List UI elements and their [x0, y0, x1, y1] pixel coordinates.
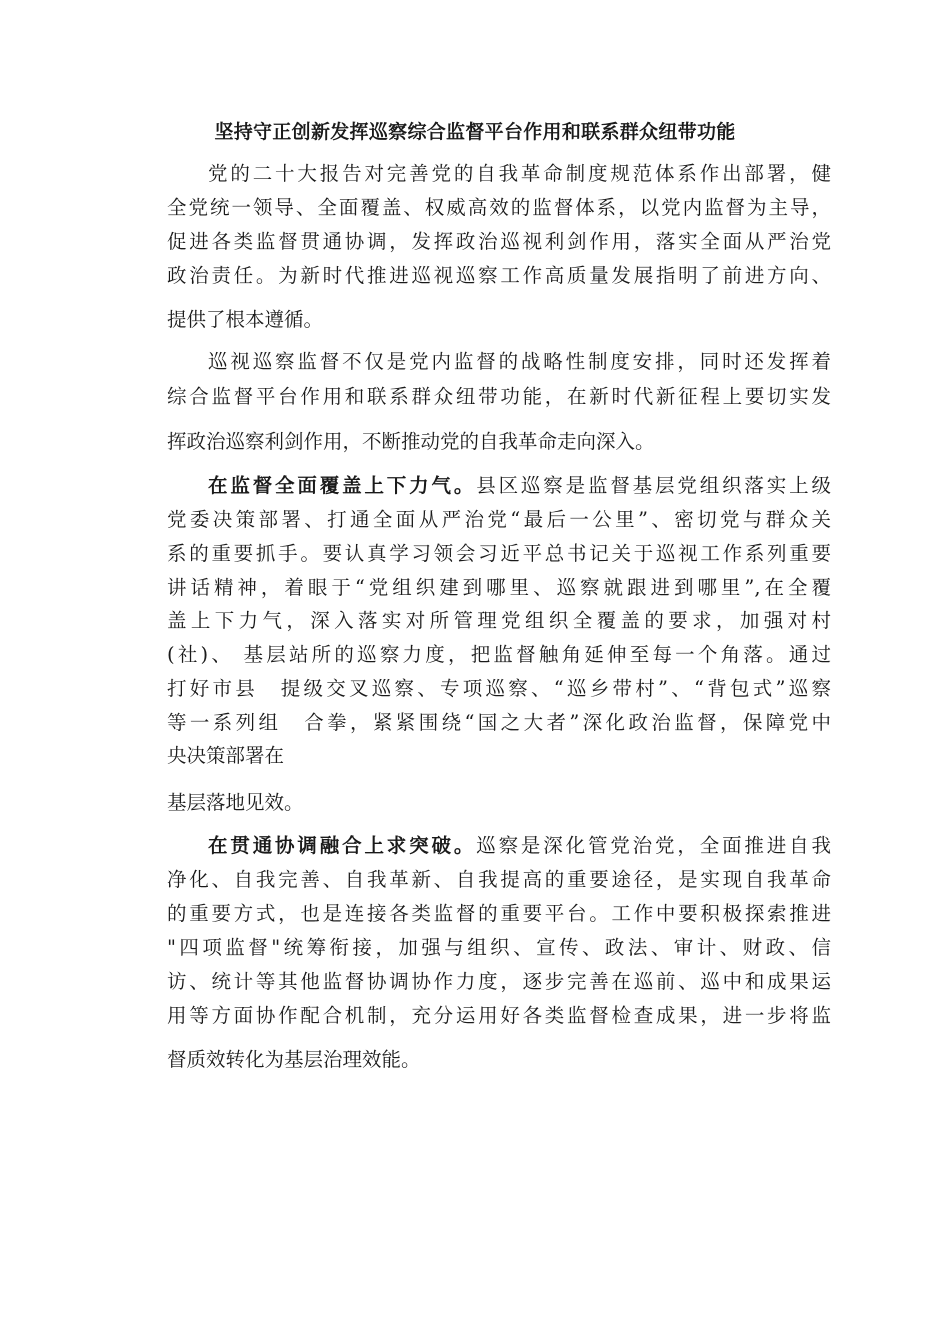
- paragraph-3-line: 央决策部署在: [167, 744, 285, 767]
- paragraph-3-first-rest: 县区巡察是监督基层党组织落实上级: [476, 474, 831, 497]
- paragraph-2-line: 综合监督平台作用和联系群众纽带功能，在新时代新征程上要切实发: [167, 385, 831, 408]
- paragraph-4-lead: 在贯通协调融合上求突破。: [208, 834, 477, 857]
- paragraph-4-first-rest: 巡察是深化管党治党，全面推进自我: [476, 834, 831, 857]
- paragraph-4-first-line: [167, 832, 831, 860]
- paragraph-4-line: 的重要方式，也是连接各类监督的重要平台。工作中要积极探索推进: [167, 902, 831, 925]
- paragraph-2-line: 巡视巡察监督不仅是党内监督的战略性制度安排，同时还发挥着: [208, 350, 831, 373]
- paragraph-4-line: 督质效转化为基层治理效能。: [167, 1048, 421, 1071]
- paragraph-1-line: 全党统一领导、全面覆盖、权威高效的监督体系，以党内监督为主导，: [167, 196, 831, 219]
- paragraph-2-line: 挥政治巡察利剑作用，不断推动党的自我革命走向深入。: [167, 430, 655, 453]
- paragraph-3-lead: 在监督全面覆盖上下力气。: [208, 474, 477, 497]
- paragraph-3-line: 打好市县 提级交叉巡察、专项巡察、“巡乡带村”、“背包式”巡察: [167, 677, 831, 700]
- paragraph-4-line: "四项监督"统筹衔接，加强与组织、宣传、政法、审计、财政、信: [167, 936, 831, 959]
- paragraph-4-line: 访、统计等其他监督协调协作力度，逐步完善在巡前、巡中和成果运: [167, 970, 831, 993]
- paragraph-1-line: 提供了根本遵循。: [167, 308, 324, 331]
- paragraph-1-line: 促进各类监督贯通协调，发挥政治巡视利剑作用，落实全面从严治党: [167, 230, 831, 253]
- paragraph-4-line: 净化、自我完善、自我革新、自我提高的重要途径，是实现自我革命: [167, 868, 831, 891]
- paragraph-3-line: 基层落地见效。: [167, 791, 304, 814]
- paragraph-1-line: 政治责任。为新时代推进巡视巡察工作高质量发展指明了前进方向、: [167, 264, 831, 287]
- paragraph-3-first-line: [167, 472, 831, 500]
- paragraph-3-line: 等一系列组 合拳，紧紧围绕“国之大者”深化政治监督，保障党中: [167, 711, 831, 734]
- paragraph-3-line: 系的重要抓手。要认真学习领会习近平总书记关于巡视工作系列重要: [167, 542, 831, 565]
- paragraph-3-line: (社)、 基层站所的巡察力度，把监督触角延伸至每一个角落。通过: [167, 643, 831, 666]
- paragraph-3-line: 盖上下力气，深入落实对所管理党组织全覆盖的要求，加强对村: [167, 609, 831, 632]
- paragraph-1-line: 党的二十大报告对完善党的自我革命制度规范体系作出部署，健: [208, 162, 831, 185]
- paragraph-4-line: 用等方面协作配合机制，充分运用好各类监督检查成果，进一步将监: [167, 1004, 831, 1027]
- paragraph-3-line: 讲话精神，着眼于“党组织建到哪里、巡察就跟进到哪里”,在全覆: [167, 576, 831, 599]
- document-title: 坚持守正创新发挥巡察综合监督平台作用和联系群众纽带功能: [214, 121, 736, 143]
- paragraph-3-line: 党委决策部署、打通全面从严治党“最后一公里”、密切党与群众关: [167, 508, 831, 531]
